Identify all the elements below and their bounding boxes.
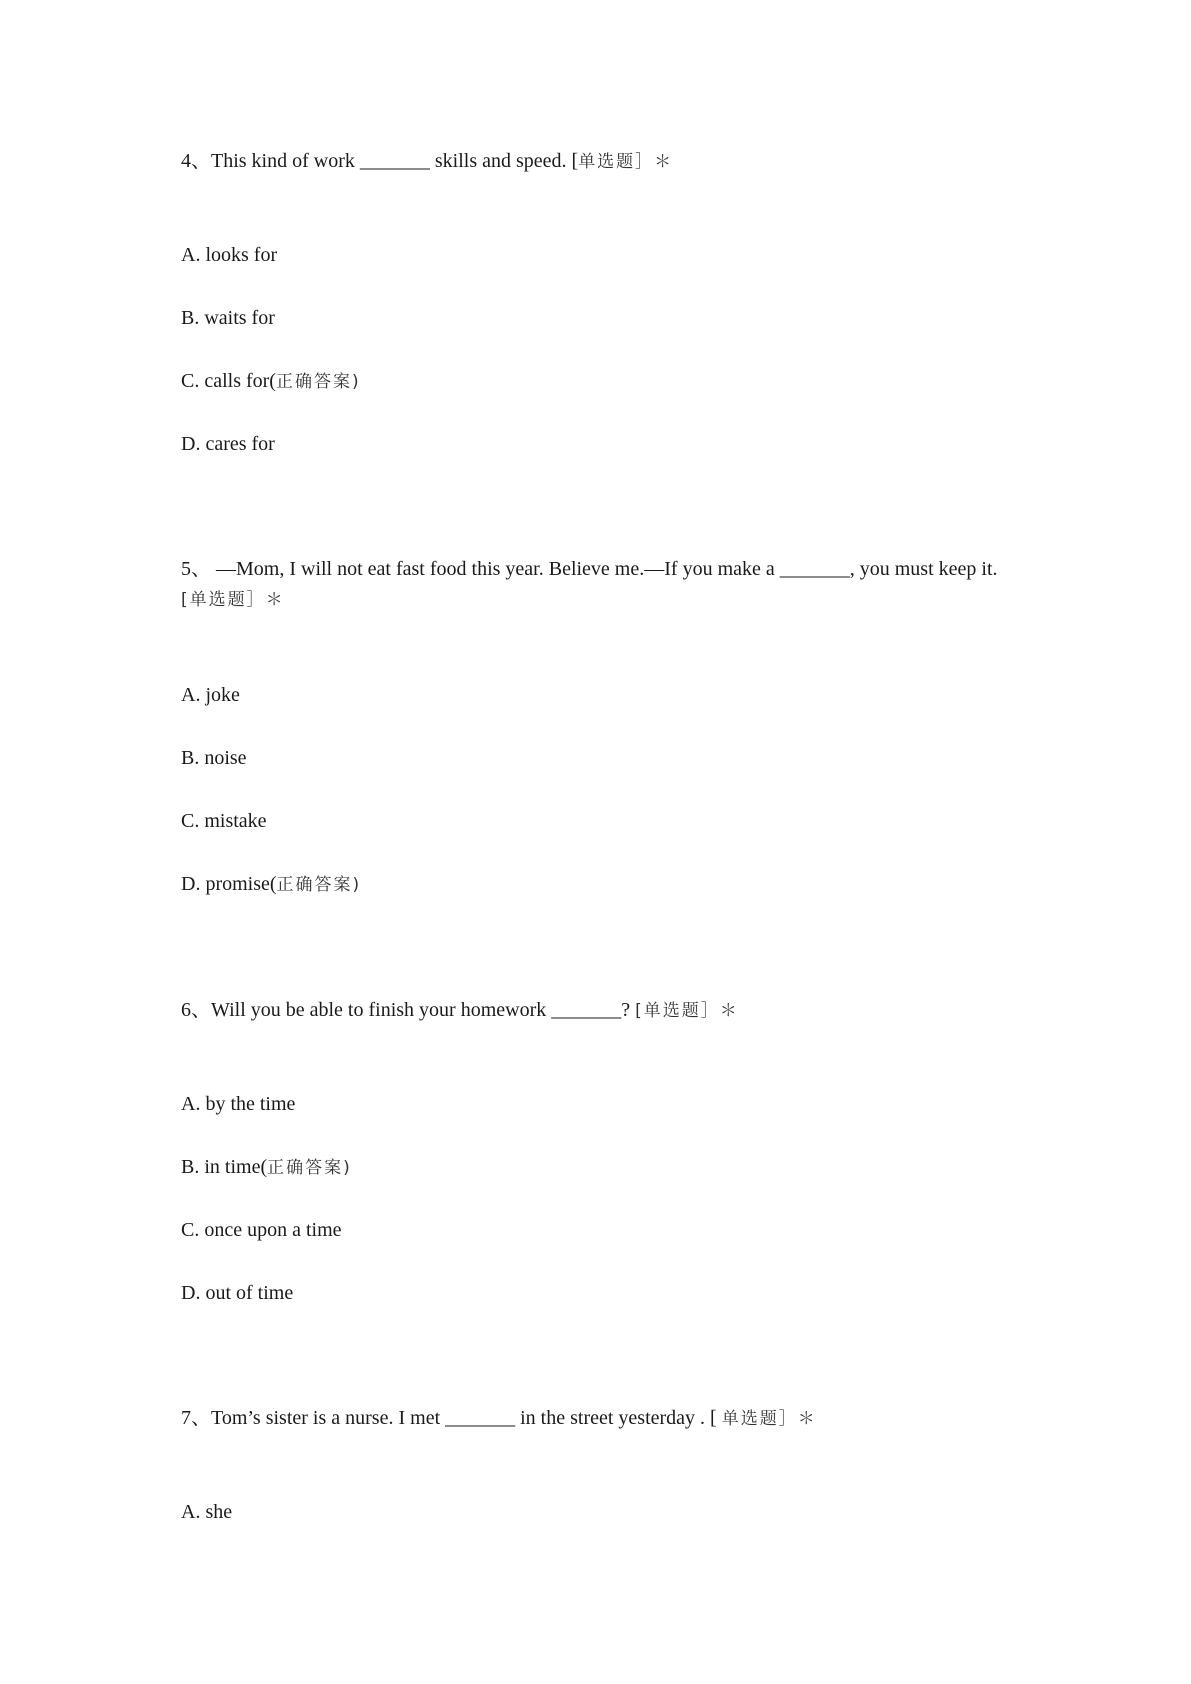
option-label: A. looks for: [181, 244, 278, 266]
question-7-option-a: [181, 1497, 232, 1528]
question-6-option-a: [181, 1089, 295, 1120]
option-label: C. calls for(: [181, 370, 276, 392]
question-5-option-a: [181, 680, 240, 711]
question-text: Will you be able to finish your homework _______?: [211, 999, 636, 1021]
question-type-tag: 单选题］＊: [578, 152, 674, 172]
question-6-stem: [181, 995, 1041, 1026]
question-number: 5、: [181, 558, 211, 580]
option-label: C. mistake: [181, 810, 267, 832]
option-label: D. promise(: [181, 873, 277, 895]
option-label: A. by the time: [181, 1093, 296, 1115]
question-5-option-b: [181, 743, 247, 774]
option-label: D. cares for: [181, 433, 275, 455]
question-text: —Mom, I will not eat fast food this year. Believe me.—If you make a _______, you must keep it.: [216, 558, 998, 580]
question-4-stem: [181, 146, 1041, 177]
question-6-option-c: [181, 1215, 342, 1246]
question-5-option-d: [181, 869, 361, 900]
question-6-option-b: [181, 1152, 352, 1183]
question-4-option-c: [181, 366, 361, 397]
question-number: 6、: [181, 999, 211, 1021]
option-label: B. waits for: [181, 307, 275, 329]
question-4-option-a: [181, 240, 277, 271]
question-type-tag: [单选题］＊: [181, 590, 285, 610]
question-type-tag: [单选题］＊: [635, 1001, 739, 1021]
question-6-option-d: [181, 1278, 293, 1309]
question-number: 4、: [181, 150, 211, 172]
option-label: A. joke: [181, 684, 240, 706]
option-label: B. noise: [181, 747, 247, 769]
question-7-stem: [181, 1403, 1041, 1434]
question-5-option-c: [181, 806, 267, 837]
question-text: Tom’s sister is a nurse. I met _______ in the street yesterday . [: [211, 1407, 722, 1429]
question-number: 7、: [181, 1407, 211, 1429]
question-type-tag: 单选题］＊: [721, 1409, 817, 1429]
question-5-stem: [181, 554, 1041, 615]
question-4-option-d: [181, 429, 275, 460]
option-label: A. she: [181, 1501, 233, 1523]
question-text: This kind of work _______ skills and speed. [: [211, 150, 579, 172]
correct-answer-tag: 正确答案): [267, 1158, 352, 1178]
question-4-option-b: [181, 303, 275, 334]
option-label: C. once upon a time: [181, 1219, 342, 1241]
option-label: D. out of time: [181, 1282, 294, 1304]
option-label: B. in time(: [181, 1156, 268, 1178]
correct-answer-tag: 正确答案): [275, 372, 361, 392]
correct-answer-tag: 正确答案): [276, 875, 362, 895]
